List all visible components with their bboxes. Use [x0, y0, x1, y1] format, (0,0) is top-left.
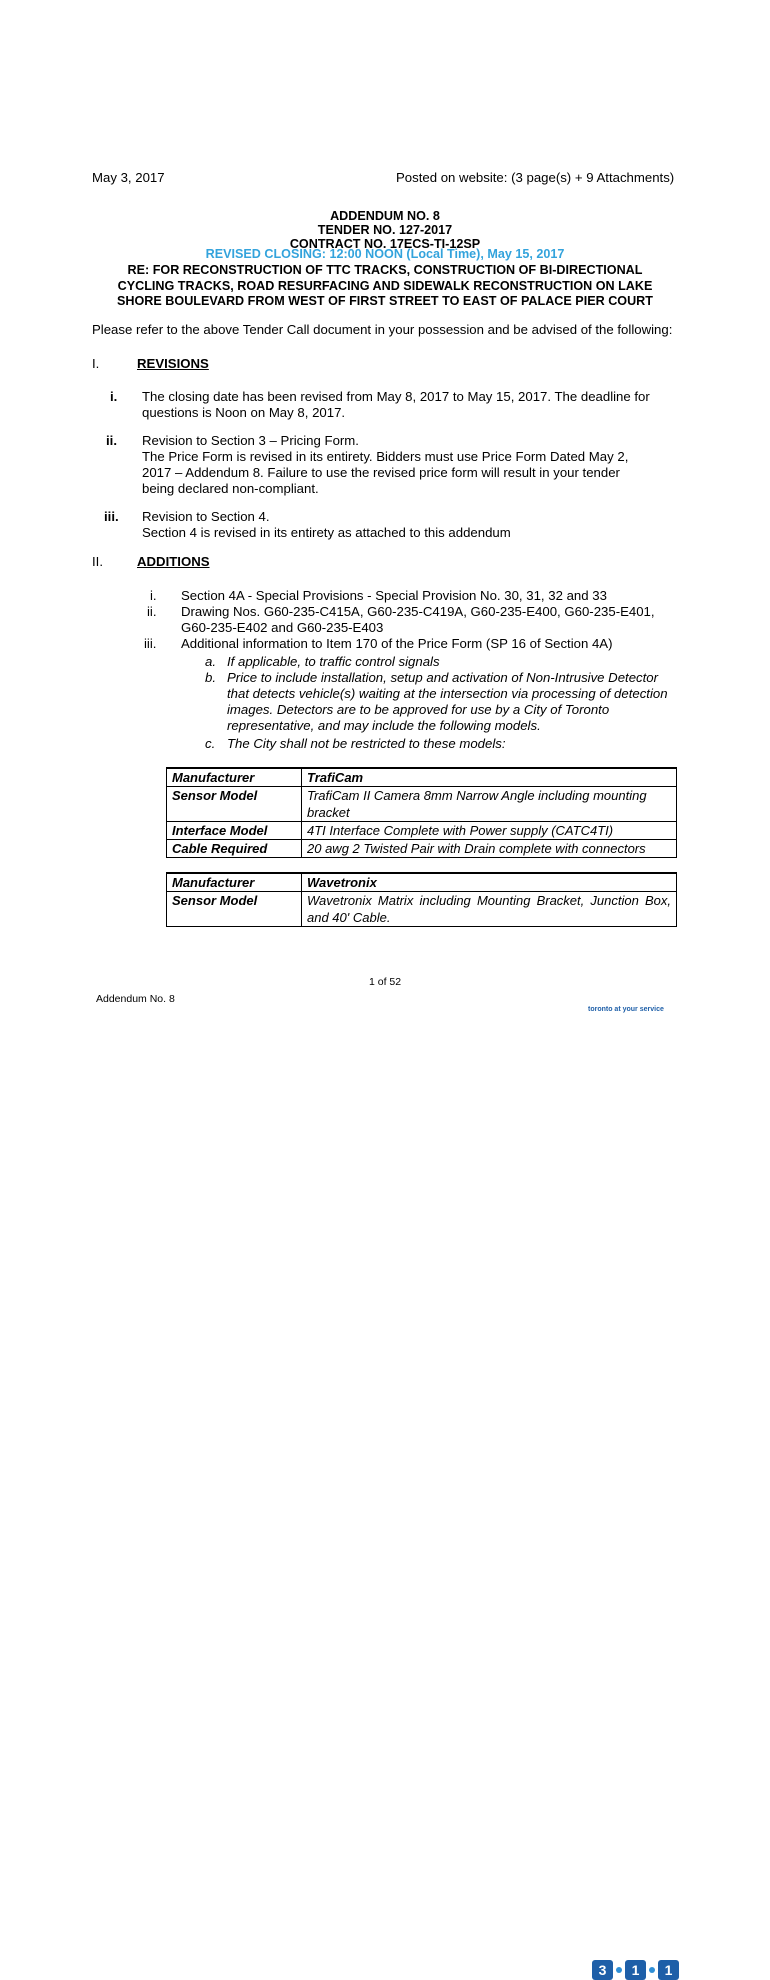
- table-label: Cable Required: [167, 840, 302, 858]
- page-number: 1 of 52: [369, 976, 402, 988]
- logo-digit: 1: [625, 1960, 646, 1980]
- table-row: [167, 787, 677, 822]
- revision-num-iii: iii.: [104, 509, 119, 524]
- table-value: Wavetronix Matrix including Mounting Bracket, Junction Box, and 40' Cable.: [302, 892, 677, 927]
- addition-i-line-1: Section 4A - Special Provisions - Special Provision No. 30, 31, 32 and 33: [181, 588, 607, 603]
- logo-dot: [649, 1967, 655, 1973]
- re-line-2: CYCLING TRACKS, ROAD RESURFACING AND SIDEWALK RECONSTRUCTION ON LAKE: [117, 279, 653, 293]
- revision-ii-line-1: Revision to Section 3 – Pricing Form.: [142, 433, 359, 448]
- sub-num-b: b.: [205, 670, 216, 685]
- addition-num-i: i.: [150, 588, 157, 603]
- table-row: [167, 840, 677, 858]
- addition-iii-line-1: Additional information to Item 170 of the Price Form (SP 16 of Section 4A): [181, 636, 613, 651]
- toronto-311-logo: [580, 978, 700, 1978]
- sub-num-c: c.: [205, 736, 216, 751]
- logo-tagline: toronto at your service: [588, 1006, 664, 1013]
- sub-b-line-3: images. Detectors are to be approved for use by a City of Toronto: [227, 702, 610, 717]
- revision-i-line-1: The closing date has been revised from May 8, 2017 to May 15, 2017. The deadline for: [142, 389, 650, 404]
- addition-num-ii: ii.: [147, 604, 157, 619]
- footer-addendum: Addendum No. 8: [96, 993, 175, 1005]
- revised-closing: REVISED CLOSING: 12:00 NOON (Local Time), May 15, 2017: [205, 247, 565, 261]
- addition-num-iii: iii.: [144, 636, 157, 651]
- detector-table-wavetronix: [166, 872, 677, 927]
- table-row: [167, 822, 677, 840]
- addendum-number: ADDENDUM NO. 8: [330, 209, 440, 223]
- revision-ii-line-3: 2017 – Addendum 8. Failure to use the revised price form will result in your tender: [142, 465, 620, 480]
- detector-table-traficam: [166, 767, 677, 858]
- revision-iii-line-1: Revision to Section 4.: [142, 509, 270, 524]
- contract-number: CONTRACT NO. 17ECS-TI-12SP: [289, 237, 481, 251]
- table-value: 4TI Interface Complete with Power supply (CATC4TI): [302, 822, 677, 840]
- sub-a-line-1: If applicable, to traffic control signals: [227, 654, 440, 669]
- revision-i-line-2: questions is Noon on May 8, 2017.: [142, 405, 346, 420]
- addition-ii-line-2: G60-235-E402 and G60-235-E403: [181, 620, 384, 635]
- table-value: TrafiCam II Camera 8mm Narrow Angle including mounting bracket: [302, 787, 677, 822]
- revision-num-i: i.: [110, 389, 118, 404]
- revision-iii-line-2: Section 4 is revised in its entirety as attached to this addendum: [142, 525, 511, 540]
- section-heading-additions: ADDITIONS: [137, 554, 210, 569]
- table-label: Manufacturer: [167, 873, 302, 892]
- intro-text: Please refer to the above Tender Call document in your possession and be advised of the following:: [92, 322, 673, 337]
- letter-date: May 3, 2017: [92, 170, 165, 185]
- table-label: Manufacturer: [167, 768, 302, 787]
- tender-number: TENDER NO. 127-2017: [317, 223, 453, 237]
- posted-on-website: Posted on website: (3 page(s) + 9 Attachments): [396, 170, 675, 185]
- logo-digit: 3: [592, 1960, 613, 1980]
- section-numeral-revisions: I.: [92, 356, 100, 371]
- re-line-3: SHORE BOULEVARD FROM WEST OF FIRST STREET TO EAST OF PALACE PIER COURT: [117, 294, 653, 308]
- section-heading-revisions: REVISIONS: [137, 356, 209, 371]
- table-label: Interface Model: [167, 822, 302, 840]
- sub-c-line-1: The City shall not be restricted to these models:: [227, 736, 506, 751]
- table-label: Sensor Model: [167, 787, 302, 822]
- table-label: Sensor Model: [167, 892, 302, 927]
- revision-ii-line-2: The Price Form is revised in its entirety. Bidders must use Price Form Dated May 2,: [142, 449, 629, 464]
- section-numeral-additions: II.: [92, 554, 103, 569]
- revision-ii-line-4: being declared non-compliant.: [142, 481, 319, 496]
- logo-dot: [616, 1967, 622, 1973]
- addition-ii-line-1: Drawing Nos. G60-235-C415A, G60-235-C419A, G60-235-E400, G60-235-E401,: [181, 604, 655, 619]
- revision-num-ii: ii.: [106, 433, 117, 448]
- table-row: [167, 873, 677, 892]
- table-value: 20 awg 2 Twisted Pair with Drain complete with connectors: [302, 840, 677, 858]
- table-row: [167, 768, 677, 787]
- sub-num-a: a.: [205, 654, 216, 669]
- table-value: TrafiCam: [302, 768, 677, 787]
- re-line-1: RE: FOR RECONSTRUCTION OF TTC TRACKS, CONSTRUCTION OF BI-DIRECTIONAL: [127, 263, 643, 277]
- sub-b-line-1: Price to include installation, setup and activation of Non-Intrusive Detector: [227, 670, 659, 685]
- table-row: [167, 892, 677, 927]
- sub-b-line-2: that detects vehicle(s) waiting at the intersection via processing of detection: [227, 686, 668, 701]
- logo-digit: 1: [658, 1960, 679, 1980]
- sub-b-line-4: representative, and may include the following models.: [227, 718, 541, 733]
- table-value: Wavetronix: [302, 873, 677, 892]
